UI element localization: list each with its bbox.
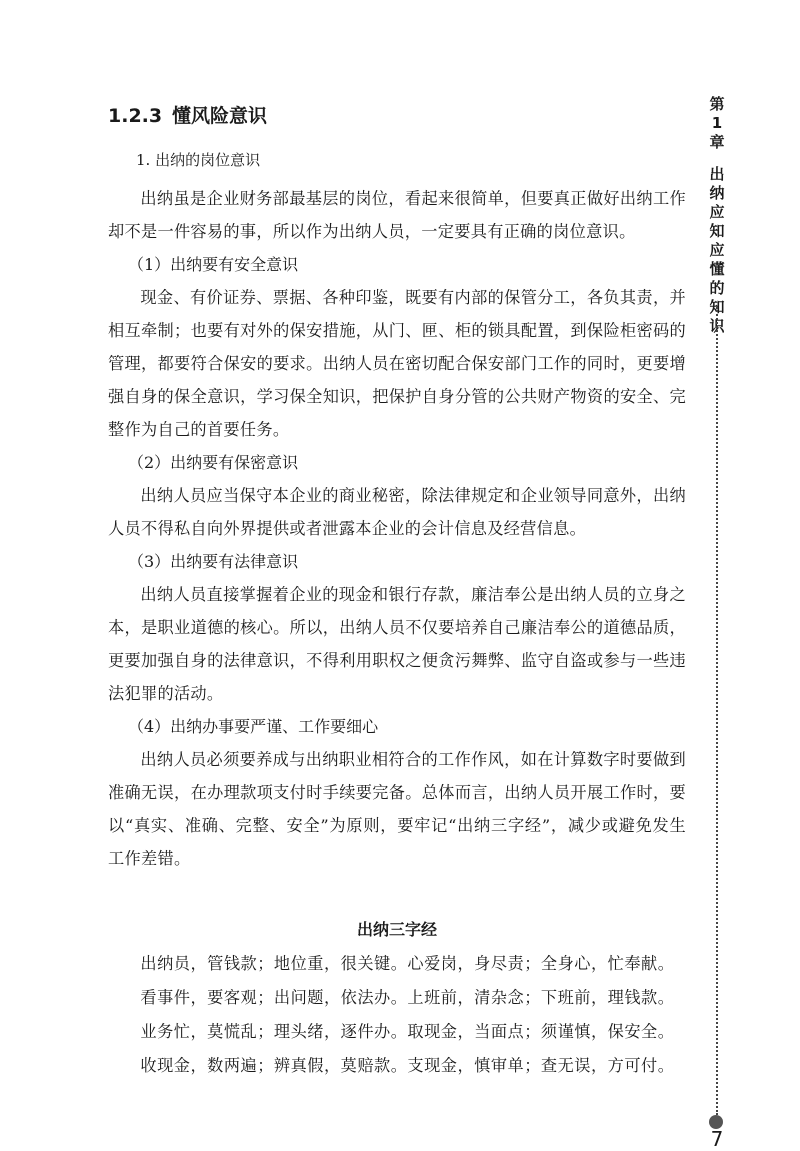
subsection-heading: 1. 出纳的岗位意识 [136, 151, 261, 169]
page-number: 7 [710, 1127, 724, 1151]
item-heading-rigor: （4）出纳办事要严谨、工作要细心 [128, 717, 379, 736]
verse-line: 出纳员，管钱款；地位重，很关键。心爱岗，身尽责；全身心，忙奉献。 [140, 954, 675, 973]
page-content [108, 100, 686, 1083]
dotted-divider [716, 307, 718, 1115]
chapter-sidebar [698, 95, 734, 1151]
section-heading [108, 100, 686, 132]
chapter-title: 出纳应知应懂的知识 [709, 165, 725, 335]
item-heading-legal: （3）出纳要有法律意识 [128, 552, 299, 571]
section-title: 懂风险意识 [172, 105, 268, 127]
chapter-label: 第1章 [709, 95, 725, 151]
verse-line: 收现金，数两遍；辨真假，莫赔款。支现金，慎审单；查无误，方可付。 [140, 1056, 675, 1075]
item-body-safety: 现金、有价证券、票据、各种印鉴，既要有内部的保管分工，各负其责，并相互牵制；也要有对外的保安措施，从门、匣、柜的锁具配置，到保险柜密码的管理，都要符合保安的要求。出纳人员在密切配合保安部门工作的同时，更要增强自身的保全意识，学习保全知识，把保护自身分管的公共财产物资的安全、完整作为自己的首要任务。 [108, 288, 686, 439]
item-body-rigor: 出纳人员必须要养成与出纳职业相符合的工作作风，如在计算数字时要做到准确无误，在办理款项支付时手续要完备。总体而言，出纳人员开展工作时，要以“真实、准确、完整、安全”为原则，要牢记“出纳三字经”，减少或避免发生工作差错。 [108, 750, 686, 868]
item-body-confidentiality: 出纳人员应当保守本企业的商业秘密，除法律规定和企业领导同意外，出纳人员不得私自向外界提供或者泄露本企业的会计信息及经营信息。 [108, 486, 686, 538]
item-heading-confidentiality: （2）出纳要有保密意识 [128, 453, 299, 472]
item-body-legal: 出纳人员直接掌握着企业的现金和银行存款，廉洁奉公是出纳人员的立身之本，是职业道德的核心。所以，出纳人员不仅要培养自己廉洁奉公的道德品质，更要加强自身的法律意识，不得利用职权之便贪污舞弊、监守自盗或参与一些违法犯罪的活动。 [108, 585, 686, 703]
verse-line: 看事件，要客观；出问题，依法办。上班前，清杂念；下班前，理钱款。 [140, 988, 675, 1007]
intro-paragraph: 出纳虽是企业财务部最基层的岗位，看起来很简单，但要真正做好出纳工作却不是一件容易的事，所以作为出纳人员，一定要具有正确的岗位意识。 [108, 189, 686, 241]
verse-line: 业务忙，莫慌乱；理头绪，逐件办。取现金，当面点；须谨慎，保安全。 [140, 1022, 675, 1041]
item-heading-safety: （1）出纳要有安全意识 [128, 255, 299, 274]
section-number: 1.2.3 [108, 105, 163, 127]
box-title: 出纳三字经 [356, 920, 437, 939]
